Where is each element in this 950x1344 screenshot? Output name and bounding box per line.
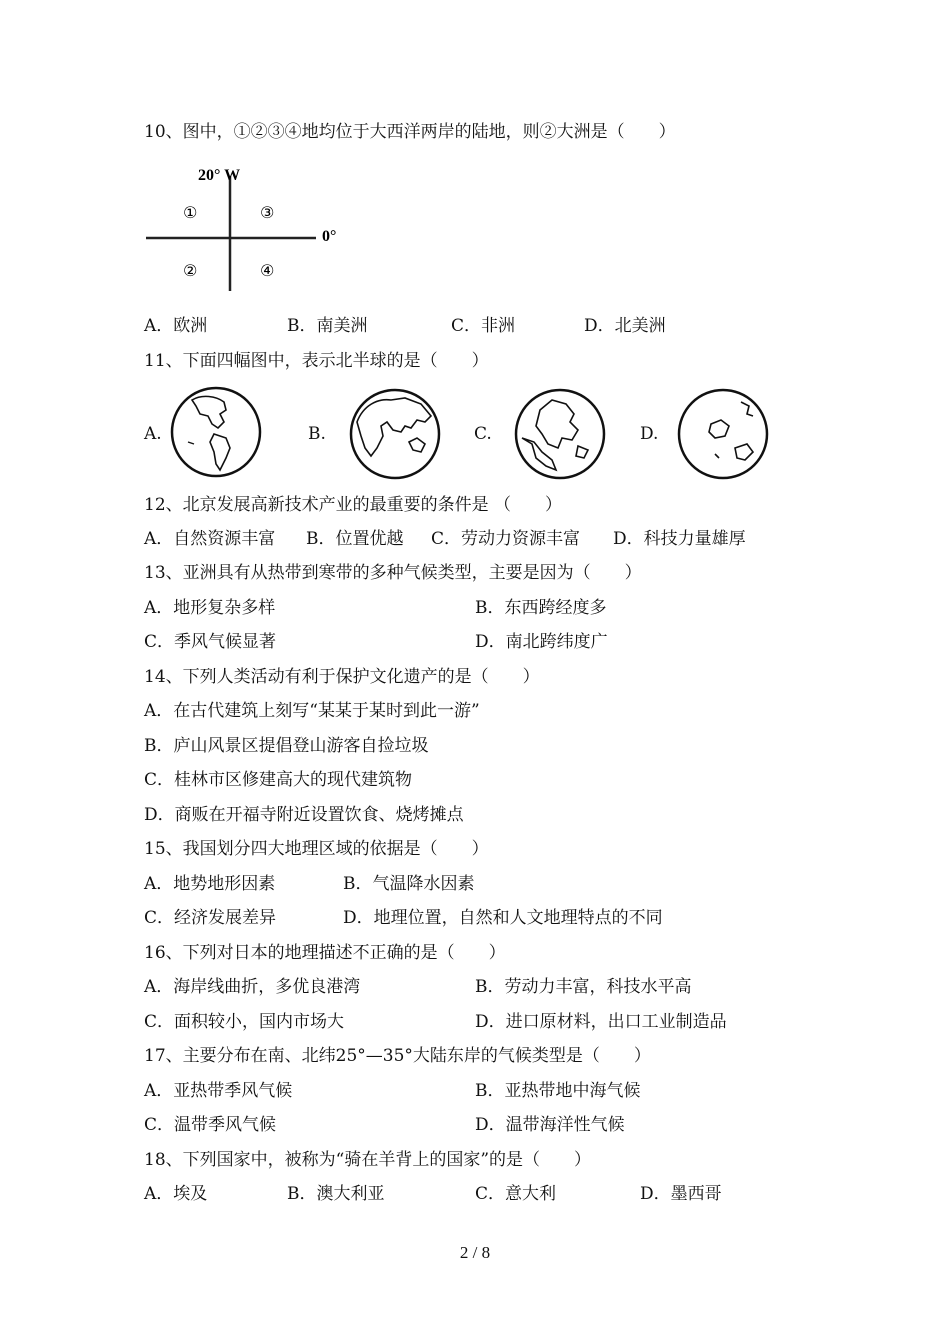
- q18-option-b[interactable]: B．澳大利亚: [287, 1184, 385, 1204]
- q14-stem: 14、下列人类活动有利于保护文化遗产的是（ ）: [144, 667, 540, 687]
- q18-stem: 18、下列国家中，被称为“骑在羊背上的国家”的是（ ）: [144, 1150, 592, 1170]
- q10-stem: 10、图中，①②③④地均位于大西洋两岸的陆地，则②大洲是（ ）: [144, 122, 676, 142]
- q17-option-b[interactable]: B．亚热带地中海气候: [475, 1081, 641, 1101]
- q17-option-c[interactable]: C．温带季风气候: [144, 1115, 277, 1135]
- region-3: ③: [260, 203, 275, 222]
- q10-option-c[interactable]: C．非洲: [451, 316, 516, 336]
- q11-option-c[interactable]: C.: [474, 424, 492, 444]
- q11-stem: 11、下面四幅图中，表示北半球的是（ ）: [144, 351, 489, 371]
- q18-option-a[interactable]: A．埃及: [144, 1184, 208, 1204]
- q15-option-c[interactable]: C．经济发展差异: [144, 908, 277, 928]
- q12-option-b[interactable]: B．位置优越: [306, 529, 404, 549]
- q14-option-c[interactable]: C．桂林市区修建高大的现代建筑物: [144, 770, 413, 790]
- q11-option-a[interactable]: A.: [144, 424, 162, 444]
- q13-option-d[interactable]: D．南北跨纬度广: [475, 632, 608, 652]
- region-4: ④: [260, 261, 275, 280]
- q10-option-b[interactable]: B．南美洲: [287, 316, 368, 336]
- q15-option-d[interactable]: D．地理位置，自然和人文地理特点的不同: [343, 908, 663, 928]
- q16-option-b[interactable]: B．劳动力丰富，科技水平高: [475, 977, 692, 997]
- q13-option-a[interactable]: A．地形复杂多样: [144, 598, 276, 618]
- q18-option-d[interactable]: D．墨西哥: [640, 1184, 722, 1204]
- q15-option-a[interactable]: A．地势地形因素: [144, 874, 276, 894]
- globe-c-icon: [512, 386, 608, 482]
- q18-option-c[interactable]: C．意大利: [475, 1184, 557, 1204]
- q17-option-a[interactable]: A．亚热带季风气候: [144, 1081, 293, 1101]
- q14-option-b[interactable]: B．庐山风景区提倡登山游客自捡垃圾: [144, 736, 429, 756]
- q12-option-d[interactable]: D．科技力量雄厚: [613, 529, 746, 549]
- globe-d-icon: [675, 386, 771, 482]
- q13-stem: 13、亚洲具有从热带到寒带的多种气候类型，主要是因为（ ）: [144, 563, 642, 583]
- q16-option-a[interactable]: A．海岸线曲折，多优良港湾: [144, 977, 361, 997]
- q11-option-b[interactable]: B.: [308, 424, 326, 444]
- q12-stem: 12、北京发展高新技术产业的最重要的条件是 （ ）: [144, 495, 563, 515]
- q15-option-b[interactable]: B．气温降水因素: [343, 874, 475, 894]
- q17-option-d[interactable]: D．温带海洋性气候: [475, 1115, 625, 1135]
- page-number: 2 / 8: [459, 1243, 491, 1262]
- q12-option-a[interactable]: A．自然资源丰富: [144, 529, 276, 549]
- q15-stem: 15、我国划分四大地理区域的依据是（ ）: [144, 839, 489, 859]
- q14-option-a[interactable]: A．在古代建筑上刻写“某某于某时到此一游”: [144, 701, 480, 721]
- q13-option-c[interactable]: C．季风气候显著: [144, 632, 277, 652]
- q10-quadrant-diagram: [140, 158, 370, 298]
- region-2: ②: [183, 261, 198, 280]
- q10-option-d[interactable]: D．北美洲: [584, 316, 666, 336]
- q13-option-b[interactable]: B．东西跨经度多: [475, 598, 607, 618]
- q16-option-d[interactable]: D．进口原材料，出口工业制造品: [475, 1012, 727, 1032]
- q16-stem: 16、下列对日本的地理描述不正确的是（ ）: [144, 943, 506, 963]
- q17-stem: 17、主要分布在南、北纬25°—35°大陆东岸的气候类型是（ ）: [144, 1046, 651, 1066]
- q16-option-c[interactable]: C．面积较小，国内市场大: [144, 1012, 345, 1032]
- q12-option-c[interactable]: C．劳动力资源丰富: [431, 529, 581, 549]
- q10-option-a[interactable]: A．欧洲: [144, 316, 208, 336]
- q11-option-d[interactable]: D.: [640, 424, 659, 444]
- meridian-label: 20° W: [198, 167, 241, 184]
- q14-option-d[interactable]: D．商贩在开福寺附近设置饮食、烧烤摊点: [144, 805, 464, 825]
- globe-b-icon: [347, 386, 443, 482]
- region-1: ①: [183, 203, 198, 222]
- equator-label: 0°: [322, 228, 337, 245]
- globe-a-icon: [168, 384, 264, 480]
